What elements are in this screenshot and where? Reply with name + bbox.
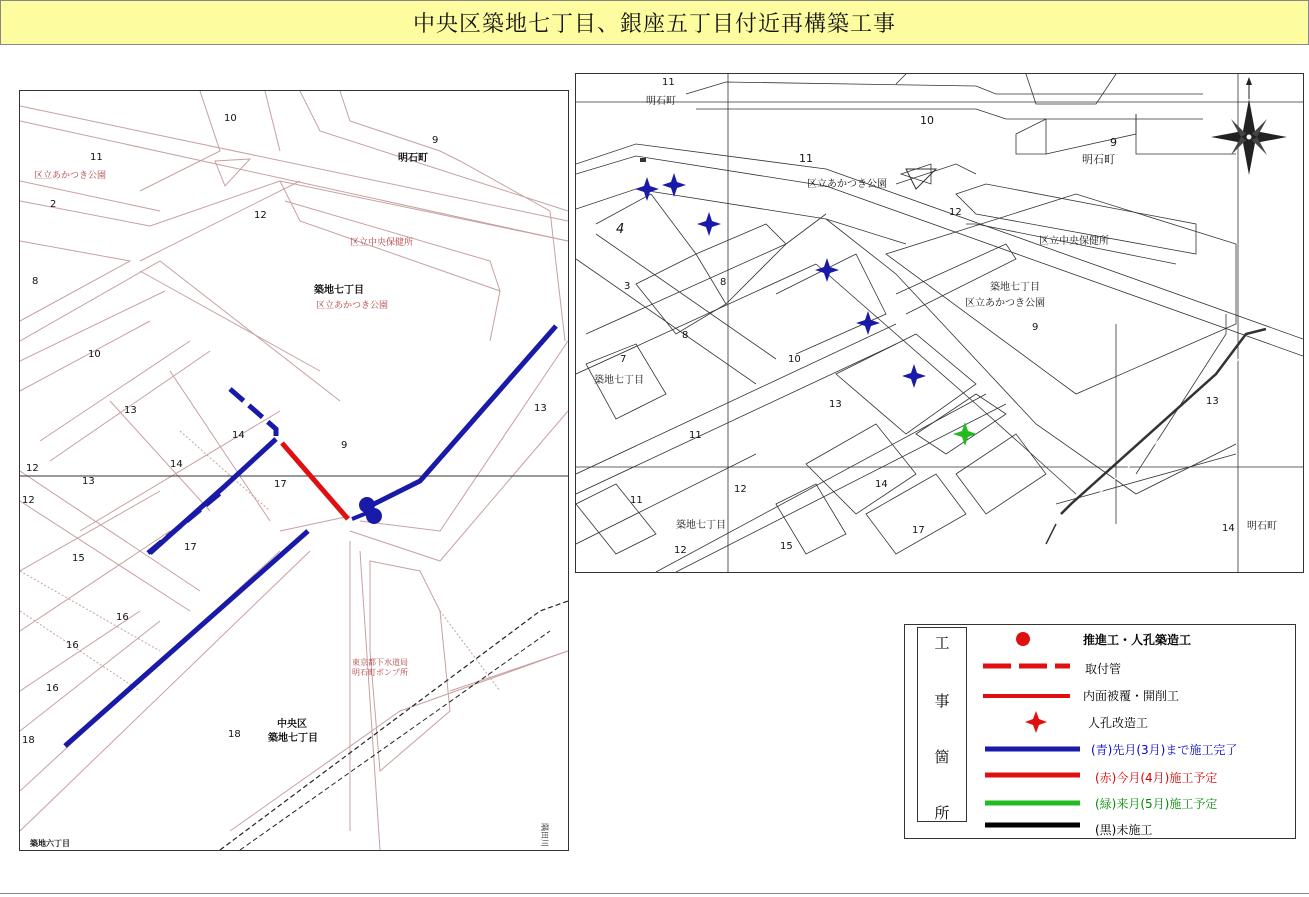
- label: 16: [46, 683, 59, 694]
- label: 区立あかつき公園: [965, 298, 1045, 309]
- label: 7: [620, 354, 627, 365]
- label: 14: [1222, 523, 1235, 534]
- label: 8: [720, 277, 727, 288]
- label: 区立あかつき公園: [34, 171, 107, 181]
- label: 8: [32, 276, 39, 287]
- label: 築地七丁目: [990, 282, 1040, 293]
- label: 築地七丁目: [676, 520, 726, 531]
- star-blue-4: [815, 258, 839, 282]
- label: 中央区: [277, 719, 307, 730]
- label: 14: [170, 459, 183, 470]
- label: 12: [734, 484, 747, 495]
- label: 11: [689, 430, 702, 441]
- page-title: 中央区築地七丁目、銀座五丁目付近再構築工事: [0, 0, 1309, 45]
- label: 2: [50, 199, 57, 210]
- star-blue-6: [902, 364, 926, 388]
- legend-label: 内面被覆・開削工: [1083, 689, 1180, 703]
- label: 8: [682, 330, 689, 341]
- legend-char: 所: [934, 804, 950, 822]
- star-blue-1: [635, 177, 659, 201]
- label: 12: [674, 545, 687, 556]
- label: 12: [254, 210, 267, 221]
- legend-char: 工: [934, 634, 950, 652]
- label: 13: [534, 403, 547, 414]
- label: 10: [788, 354, 801, 365]
- label: 築地七丁目: [268, 733, 318, 744]
- label: 築地七丁目: [594, 375, 644, 386]
- star-blue-5: [856, 311, 880, 335]
- label: 区立中央保健所: [350, 238, 414, 248]
- star-marks: [635, 173, 977, 446]
- label: 築地七丁目: [314, 285, 364, 296]
- label: 区立あかつき公園: [807, 179, 887, 190]
- label: 築地六丁目: [30, 839, 70, 848]
- label: 17: [274, 479, 287, 490]
- label: 明石町: [646, 96, 676, 107]
- label: 15: [780, 541, 793, 552]
- right-map-svg: [576, 74, 1303, 572]
- star-green-1: [953, 422, 977, 446]
- label: 12: [22, 495, 35, 506]
- legend-label: 取付管: [1085, 662, 1122, 676]
- label: 明石町: [398, 153, 428, 164]
- label: 17: [912, 525, 925, 536]
- label: 隅田川: [540, 823, 549, 847]
- legend-char: 事: [934, 692, 950, 710]
- label: 東京都下水道局: [352, 658, 408, 667]
- label: 18: [22, 735, 35, 746]
- label: 13: [124, 405, 137, 416]
- label: 明石町: [1082, 153, 1115, 166]
- label: 17: [184, 542, 197, 553]
- label: 13: [829, 399, 842, 410]
- label: 14: [232, 430, 245, 441]
- label: 4: [616, 222, 625, 237]
- label: 15: [72, 553, 85, 564]
- label: 9: [1110, 136, 1117, 149]
- label: 9: [432, 135, 439, 146]
- label: 14: [875, 479, 888, 490]
- left-map: [19, 90, 569, 851]
- label: 13: [82, 476, 95, 487]
- legend-circle-symbol: [1016, 632, 1030, 646]
- label: 11: [90, 152, 103, 163]
- label: 11: [662, 77, 675, 88]
- legend: [904, 624, 1296, 839]
- label: 9: [1032, 322, 1039, 333]
- label: 13: [1206, 396, 1219, 407]
- legend-label: (黒)未施工: [1095, 823, 1153, 837]
- compass-icon: [1211, 77, 1287, 175]
- label: 3: [624, 281, 631, 292]
- legend-star-symbol: [1025, 711, 1047, 733]
- label: 16: [66, 640, 79, 651]
- label: 明石町ポンプ所: [352, 668, 408, 677]
- legend-label: 推進工・人孔築造工: [1083, 633, 1192, 647]
- label: 明石町: [1247, 521, 1277, 532]
- label: 11: [799, 152, 813, 165]
- label: 12: [26, 463, 39, 474]
- right-map: [575, 73, 1304, 573]
- legend-label: (青)先月(3月)まで施工完了: [1091, 743, 1238, 757]
- blue-line-1: [370, 326, 556, 506]
- blue-line-2: [65, 531, 308, 746]
- label: 11: [630, 495, 643, 506]
- footer-divider: [0, 893, 1309, 894]
- label: 10: [88, 349, 101, 360]
- legend-label: (緑)来月(5月)施工予定: [1095, 797, 1218, 811]
- legend-label: 人孔改造工: [1088, 716, 1149, 730]
- red-line: [282, 443, 348, 519]
- legend-label: (赤)今月(4月)施工予定: [1095, 771, 1218, 785]
- label: 18: [228, 729, 241, 740]
- label: 16: [116, 612, 129, 623]
- star-blue-3: [697, 212, 721, 236]
- legend-char: 箇: [934, 748, 950, 766]
- label: 区立中央保健所: [1039, 236, 1109, 247]
- label: 10: [224, 113, 237, 124]
- label: 区立あかつき公園: [316, 301, 389, 311]
- label: 10: [920, 114, 934, 127]
- label: 9: [341, 440, 348, 451]
- label: 12: [949, 207, 962, 218]
